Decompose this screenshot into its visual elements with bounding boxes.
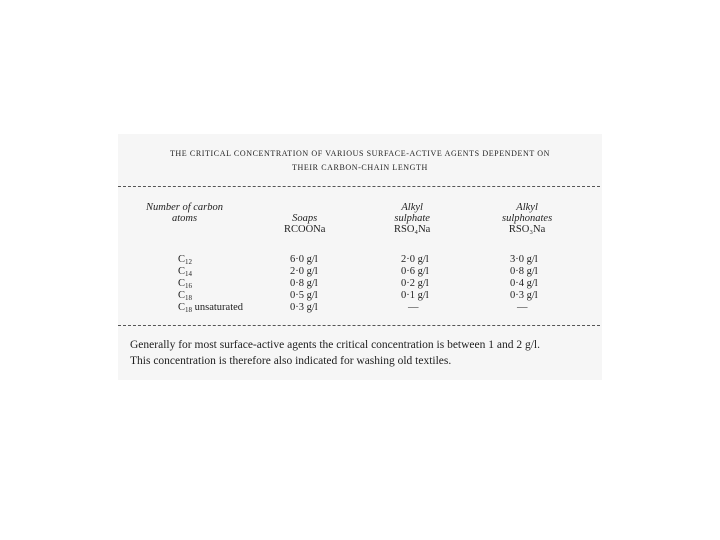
header-carbon-atoms [146, 202, 223, 224]
table-cell-soaps: 6·0 g/l [290, 254, 318, 265]
header-sulphonates-line-2: sulphonates [502, 213, 553, 224]
header-sulphate-line-1: Alkyl [401, 202, 423, 213]
table-cell-soaps: 0·3 g/l [290, 302, 318, 313]
header-alkyl-sulphonates [502, 202, 552, 235]
table-cell-sulphate: 2·0 g/l [401, 254, 429, 265]
table-cell-sulphate: 0·1 g/l [401, 290, 429, 301]
table-cell-soaps: 0·5 g/l [290, 290, 318, 301]
header-sulphonates-formula: RSO₃Na [508, 224, 546, 235]
header-sulphonates-line-1: Alkyl [516, 202, 538, 213]
scanned-table-page [118, 134, 602, 380]
footnote-line-2: This concentration is therefore also indicated for washing old textiles. [130, 355, 452, 367]
header-soaps-formula: RCOONa [284, 224, 326, 235]
header-soaps [284, 213, 325, 235]
table-cell-soaps: 0·8 g/l [290, 278, 318, 289]
header-soaps-name: Soaps [292, 213, 318, 224]
footnote-line-1: Generally for most surface-active agents the critical concentration is between 1 and 2 g/l. [130, 339, 541, 351]
table-cell-soaps: 2·0 g/l [290, 266, 318, 277]
header-alkyl-sulphate [394, 202, 430, 235]
table-cell-sulphate: 0·2 g/l [401, 278, 429, 289]
bottom-rule [118, 325, 600, 326]
table-row-carbon: $C_{16}$ [178, 278, 193, 290]
table-title-line-1: THE CRITICAL CONCENTRATION OF VARIOUS SURFACE-ACTIVE AGENTS DEPENDENT ON [169, 149, 551, 158]
table-row-carbon: $C_{18}$ [178, 290, 193, 302]
table-cell-sulphonates: 0·3 g/l [510, 290, 538, 301]
table-row-carbon: $C_{18}$ unsaturated [178, 302, 244, 314]
table-cell-sulphonates: 3·0 g/l [510, 254, 538, 265]
top-rule [118, 186, 600, 187]
table-cell-sulphate: 0·6 g/l [401, 266, 429, 277]
header-sulphate-formula: RSO₄Na [394, 224, 431, 235]
table-cell-sulphonates: 0·4 g/l [510, 278, 538, 289]
table-row-carbon: $C_{14}$ [178, 266, 193, 278]
table-cell-sulphonates: — [517, 302, 528, 313]
header-carbon-line-2: atoms [171, 213, 198, 224]
table-title-line-2: THEIR CARBON-CHAIN LENGTH [292, 163, 428, 172]
table-row-carbon: $C_{12}$ [178, 254, 193, 266]
header-sulphate-line-2: sulphate [394, 213, 430, 224]
table-cell-sulphonates: 0·8 g/l [510, 266, 538, 277]
header-carbon-line-1: Number of carbon [146, 202, 223, 213]
table-cell-sulphate: — [408, 302, 419, 313]
